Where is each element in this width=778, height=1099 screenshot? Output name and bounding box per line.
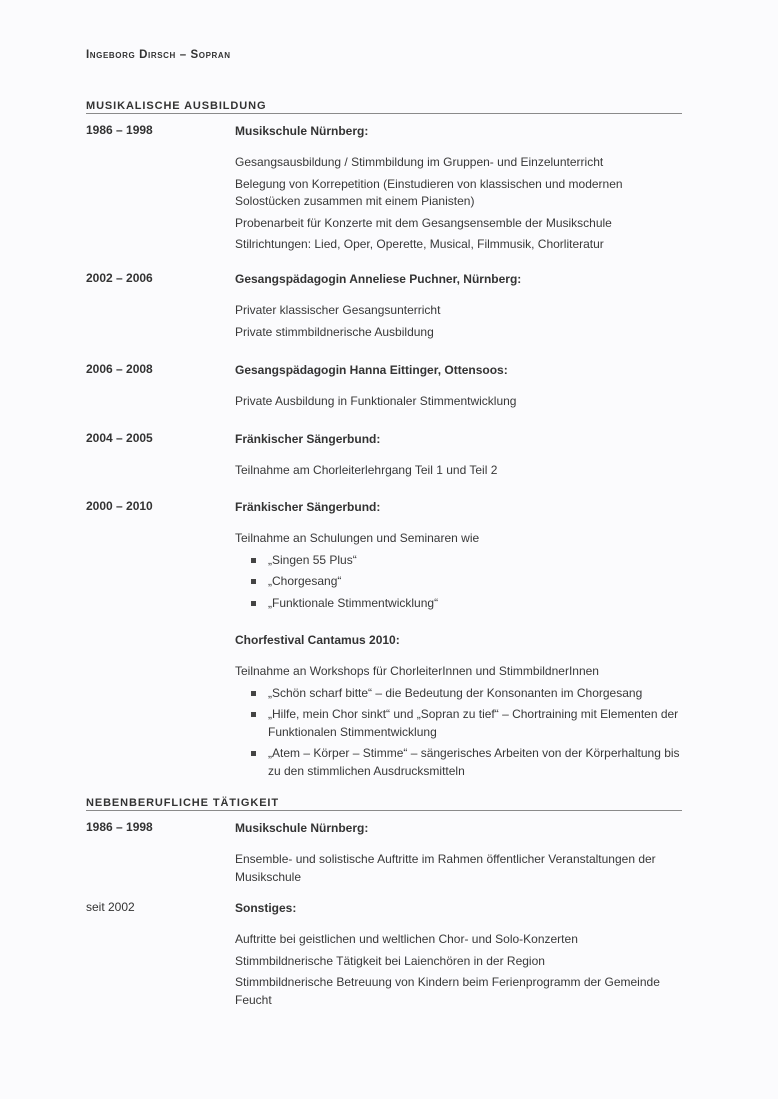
entry-years: 2000 – 2010 [86,499,153,513]
workshop-list [235,685,685,781]
entry-institution: Musikschule Nürnberg: [235,124,369,138]
entry-line: Probenarbeit für Konzerte mit dem Gesangsensemble der Musikschule [235,215,612,230]
section-heading-nebenberufliche-taetigkeit: NEBENBERUFLICHE TÄTIGKEIT [86,797,682,811]
entry-line: Auftritte bei geistlichen und weltlichen Chor- und Solo-Konzerten [235,932,578,946]
entry-line: Stimmbildnerische Betreuung von Kindern beim Ferienprogramm der Gemeinde Feucht [235,975,660,1007]
entry-line: Stimmbildnerische Tätigkeit bei Laienchören in der Region [235,953,545,968]
entry-line: Belegung von Korrepetition (Einstudieren von klassischen und modernen Solostücken zusammen mit einem Pianisten) [235,176,623,208]
square-bullet-icon [251,712,256,717]
entry-years: 1986 – 1998 [86,820,153,834]
entry-years: 2004 – 2005 [86,431,153,445]
entry-line: Private Ausbildung in Funktionaler Stimmentwicklung [235,394,517,408]
entry-line: Ensemble- und solistische Auftritte im Rahmen öffentlicher Veranstaltungen der Musikschule [235,852,656,884]
square-bullet-icon [251,579,256,584]
list-item: „Chorgesang“ [235,573,685,591]
entry-line: Teilnahme am Chorleiterlehrgang Teil 1 und Teil 2 [235,463,498,477]
entry-line: Privater klassischer Gesangsunterricht [235,303,441,317]
list-item: „Hilfe, mein Chor sinkt“ und „Sopran zu tief“ – Chortraining mit Elementen der Funktionalen Stimmentwicklung [235,706,685,741]
square-bullet-icon [251,601,256,606]
seminar-list [235,552,685,613]
square-bullet-icon [251,751,256,756]
entry-institution: Musikschule Nürnberg: [235,821,369,835]
list-item: „Schön scharf bitte“ – die Bedeutung der Konsonanten im Chorgesang [235,685,685,703]
list-item: „Funktionale Stimmentwicklung“ [235,595,685,613]
entry-institution: Gesangspädagogin Anneliese Puchner, Nürnberg: [235,272,522,286]
entry-line: Teilnahme an Workshops für ChorleiterInnen und StimmbildnerInnen [235,664,599,678]
entry-line: Stilrichtungen: Lied, Oper, Operette, Musical, Filmmusik, Chorliteratur [235,237,604,251]
entry-institution: Chorfestival Cantamus 2010: [235,633,400,647]
entry-years: 1986 – 1998 [86,123,153,137]
entry-institution: Fränkischer Sängerbund: [235,432,381,446]
entry-institution: Gesangspädagogin Hanna Eittinger, Ottensoos: [235,363,508,377]
entry-years: 2002 – 2006 [86,271,153,285]
list-item: „Singen 55 Plus“ [235,552,685,570]
section-heading-musikalische-ausbildung: MUSIKALISCHE AUSBILDUNG [86,100,682,114]
document-title: Ingeborg Dirsch – Sopran [86,49,231,61]
entry-line: Teilnahme an Schulungen und Seminaren wie [235,531,480,545]
square-bullet-icon [251,558,256,563]
entry-years: 2006 – 2008 [86,362,153,376]
list-item: „Atem – Körper – Stimme“ – sängerisches Arbeiten von der Körperhaltung bis zu den stimmlichen Ausdrucksmitteln [235,745,685,780]
entry-institution: Fränkischer Sängerbund: [235,500,381,514]
square-bullet-icon [251,691,256,696]
entry-years: seit 2002 [86,900,135,914]
entry-institution: Sonstiges: [235,901,297,915]
entry-line: Gesangsausbildung / Stimmbildung im Gruppen- und Einzelunterricht [235,155,604,169]
entry-line: Private stimmbildnerische Ausbildung [235,324,434,339]
